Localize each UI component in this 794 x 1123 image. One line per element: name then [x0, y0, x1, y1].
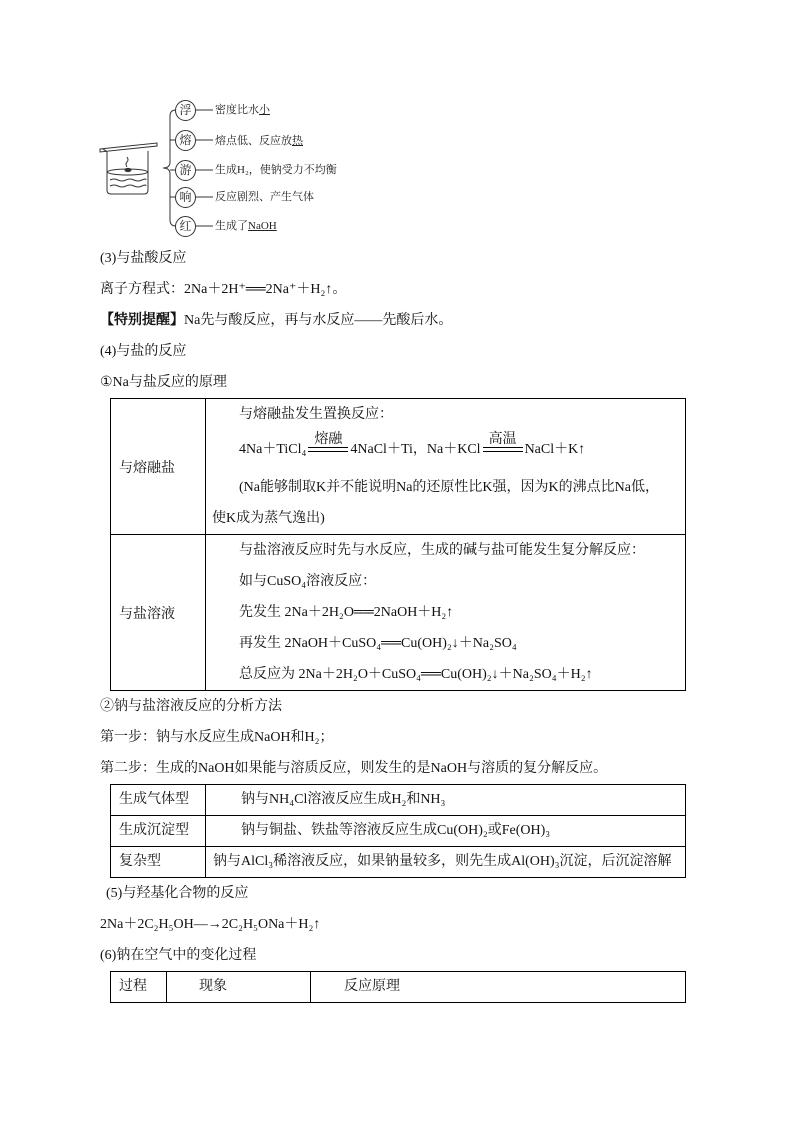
hydroxyl-equation: 2Na＋2C₂H₅OH—→2C₂H₅ONa＋H₂↑	[100, 917, 321, 932]
principle-title: ①Na与盐反应的原理	[100, 375, 227, 390]
molten-note-line: 使K成为蒸气逸出)	[212, 511, 325, 526]
phenomenon-red	[215, 219, 277, 233]
phenomenon-text: 生成H₂，使钠受力不均衡	[215, 164, 337, 176]
analysis-title: ②钠与盐溶液反应的分析方法	[100, 699, 282, 714]
header-process: 过程	[111, 972, 167, 1003]
equation-part: 4Na＋TiCl₄	[239, 442, 307, 457]
row-content-salt-solution	[206, 535, 686, 691]
special-tip-label: 【特别提醒】	[100, 313, 184, 328]
phenomenon-text: 生成了	[215, 220, 248, 232]
analysis-table	[110, 784, 686, 878]
phenomenon-emphasis: NaOH	[248, 220, 277, 232]
water-wave	[110, 185, 146, 187]
molten-note-line: (Na能够制取K并不能说明Na的还原性比K强，因为K的沸点比Na低，	[239, 480, 659, 495]
gas-bubble-mark	[126, 157, 128, 167]
section-heading-air: (6)钠在空气中的变化过程	[100, 948, 257, 963]
brace-curve	[163, 110, 176, 226]
water-wave	[110, 179, 146, 181]
double-equals-sign	[483, 447, 523, 452]
analysis-step-2: 第二步：生成的NaOH如果能与溶质反应，则发生的是NaOH与溶质的复分解反应。	[100, 761, 608, 776]
header-phenomenon: 现象	[167, 972, 311, 1003]
equation-part: NaCl＋K↑	[524, 442, 586, 457]
ionic-equation-label: 离子方程式：	[100, 282, 184, 297]
phenomenon-emphasis: 热	[292, 135, 303, 147]
table-row	[111, 785, 686, 816]
table-row	[111, 535, 686, 691]
section-heading-hcl: (3)与盐酸反应	[100, 251, 187, 266]
double-equals-sign	[308, 447, 348, 452]
section-heading-hydroxyl: (5)与羟基化合物的反应	[106, 886, 249, 901]
reaction-condition	[308, 433, 348, 460]
phenomenon-melt	[215, 134, 303, 148]
type-cell: 生成气体型	[111, 785, 206, 816]
phenomenon-text: 密度比水	[215, 104, 259, 116]
molten-equations	[212, 430, 685, 472]
circled-char-float: 浮	[175, 100, 196, 121]
phenomenon-sound	[215, 190, 314, 204]
table-header-row	[111, 972, 686, 1003]
section-heading-salt: (4)与盐的反应	[100, 344, 187, 359]
brace	[163, 110, 176, 226]
description-cell: 钠与铜盐、铁盐等溶液反应生成Cu(OH)₂或Fe(OH)₃	[206, 816, 686, 847]
circled-char-sound: 响	[175, 187, 196, 208]
description-cell: 钠与AlCl₃稀溶液反应，如果钠量较多，则先生成Al(OH)₃沉淀，后沉淀溶解	[206, 847, 686, 878]
circled-char-red: 红	[175, 216, 196, 237]
table-row	[111, 816, 686, 847]
table-row	[111, 847, 686, 878]
ionic-equation: 2Na＋2H⁺══2Na⁺＋H₂↑。	[184, 282, 347, 297]
phenomenon-float	[215, 103, 270, 117]
air-change-table	[110, 971, 686, 1003]
principle-table	[110, 398, 686, 691]
beaker-icon	[100, 143, 157, 194]
solution-line: 总反应为 2Na＋2H₂O＋CuSO₄══Cu(OH)₂↓＋Na₂SO₄＋H₂↑	[239, 667, 593, 682]
row-content-molten-salt	[206, 399, 686, 535]
row-label-salt-solution: 与盐溶液	[111, 535, 206, 691]
header-principle: 反应原理	[311, 972, 686, 1003]
diagram-drawing	[95, 95, 220, 235]
phenomenon-emphasis: 小	[259, 104, 270, 116]
solution-line: 与盐溶液反应时先与水反应，生成的碱与盐可能发生复分解反应：	[239, 543, 645, 558]
phenomenon-text: 熔点低、反应放	[215, 135, 292, 147]
type-cell: 复杂型	[111, 847, 206, 878]
analysis-step-1: 第一步：钠与水反应生成NaOH和H₂；	[100, 730, 334, 745]
solution-line: 先发生 2Na＋2H₂O══2NaOH＋H₂↑	[239, 605, 454, 620]
condition-text: 熔融	[314, 432, 343, 447]
special-tip-text: Na先与酸反应，再与水反应——先酸后水。	[184, 313, 453, 328]
solution-line: 如与CuSO₄溶液反应：	[239, 574, 377, 589]
phenomenon-text: 反应剧烈、产生气体	[215, 191, 314, 203]
table-row	[111, 399, 686, 535]
connector-lines	[196, 110, 213, 226]
condition-text: 高温	[488, 432, 517, 447]
glass-plate	[100, 143, 157, 152]
molten-intro: 与熔融盐发生置换反应：	[239, 407, 393, 422]
special-tip	[100, 305, 700, 336]
circled-char-swim: 游	[175, 160, 196, 181]
sodium-piece	[125, 168, 131, 171]
phenomenon-swim	[215, 163, 337, 177]
description-cell: 钠与NH₄Cl溶液反应生成H₂和NH₃	[206, 785, 686, 816]
document-body	[100, 243, 700, 1003]
reaction-condition	[483, 433, 523, 460]
circled-char-melt: 熔	[175, 130, 196, 151]
row-label-molten-salt: 与熔融盐	[111, 399, 206, 535]
solution-line: 再发生 2NaOH＋CuSO₄══Cu(OH)₂↓＋Na₂SO₄	[239, 636, 517, 651]
equation-part: 4NaCl＋Ti，Na＋KCl	[350, 442, 481, 457]
type-cell: 生成沉淀型	[111, 816, 206, 847]
ionic-equation-line	[100, 274, 700, 305]
